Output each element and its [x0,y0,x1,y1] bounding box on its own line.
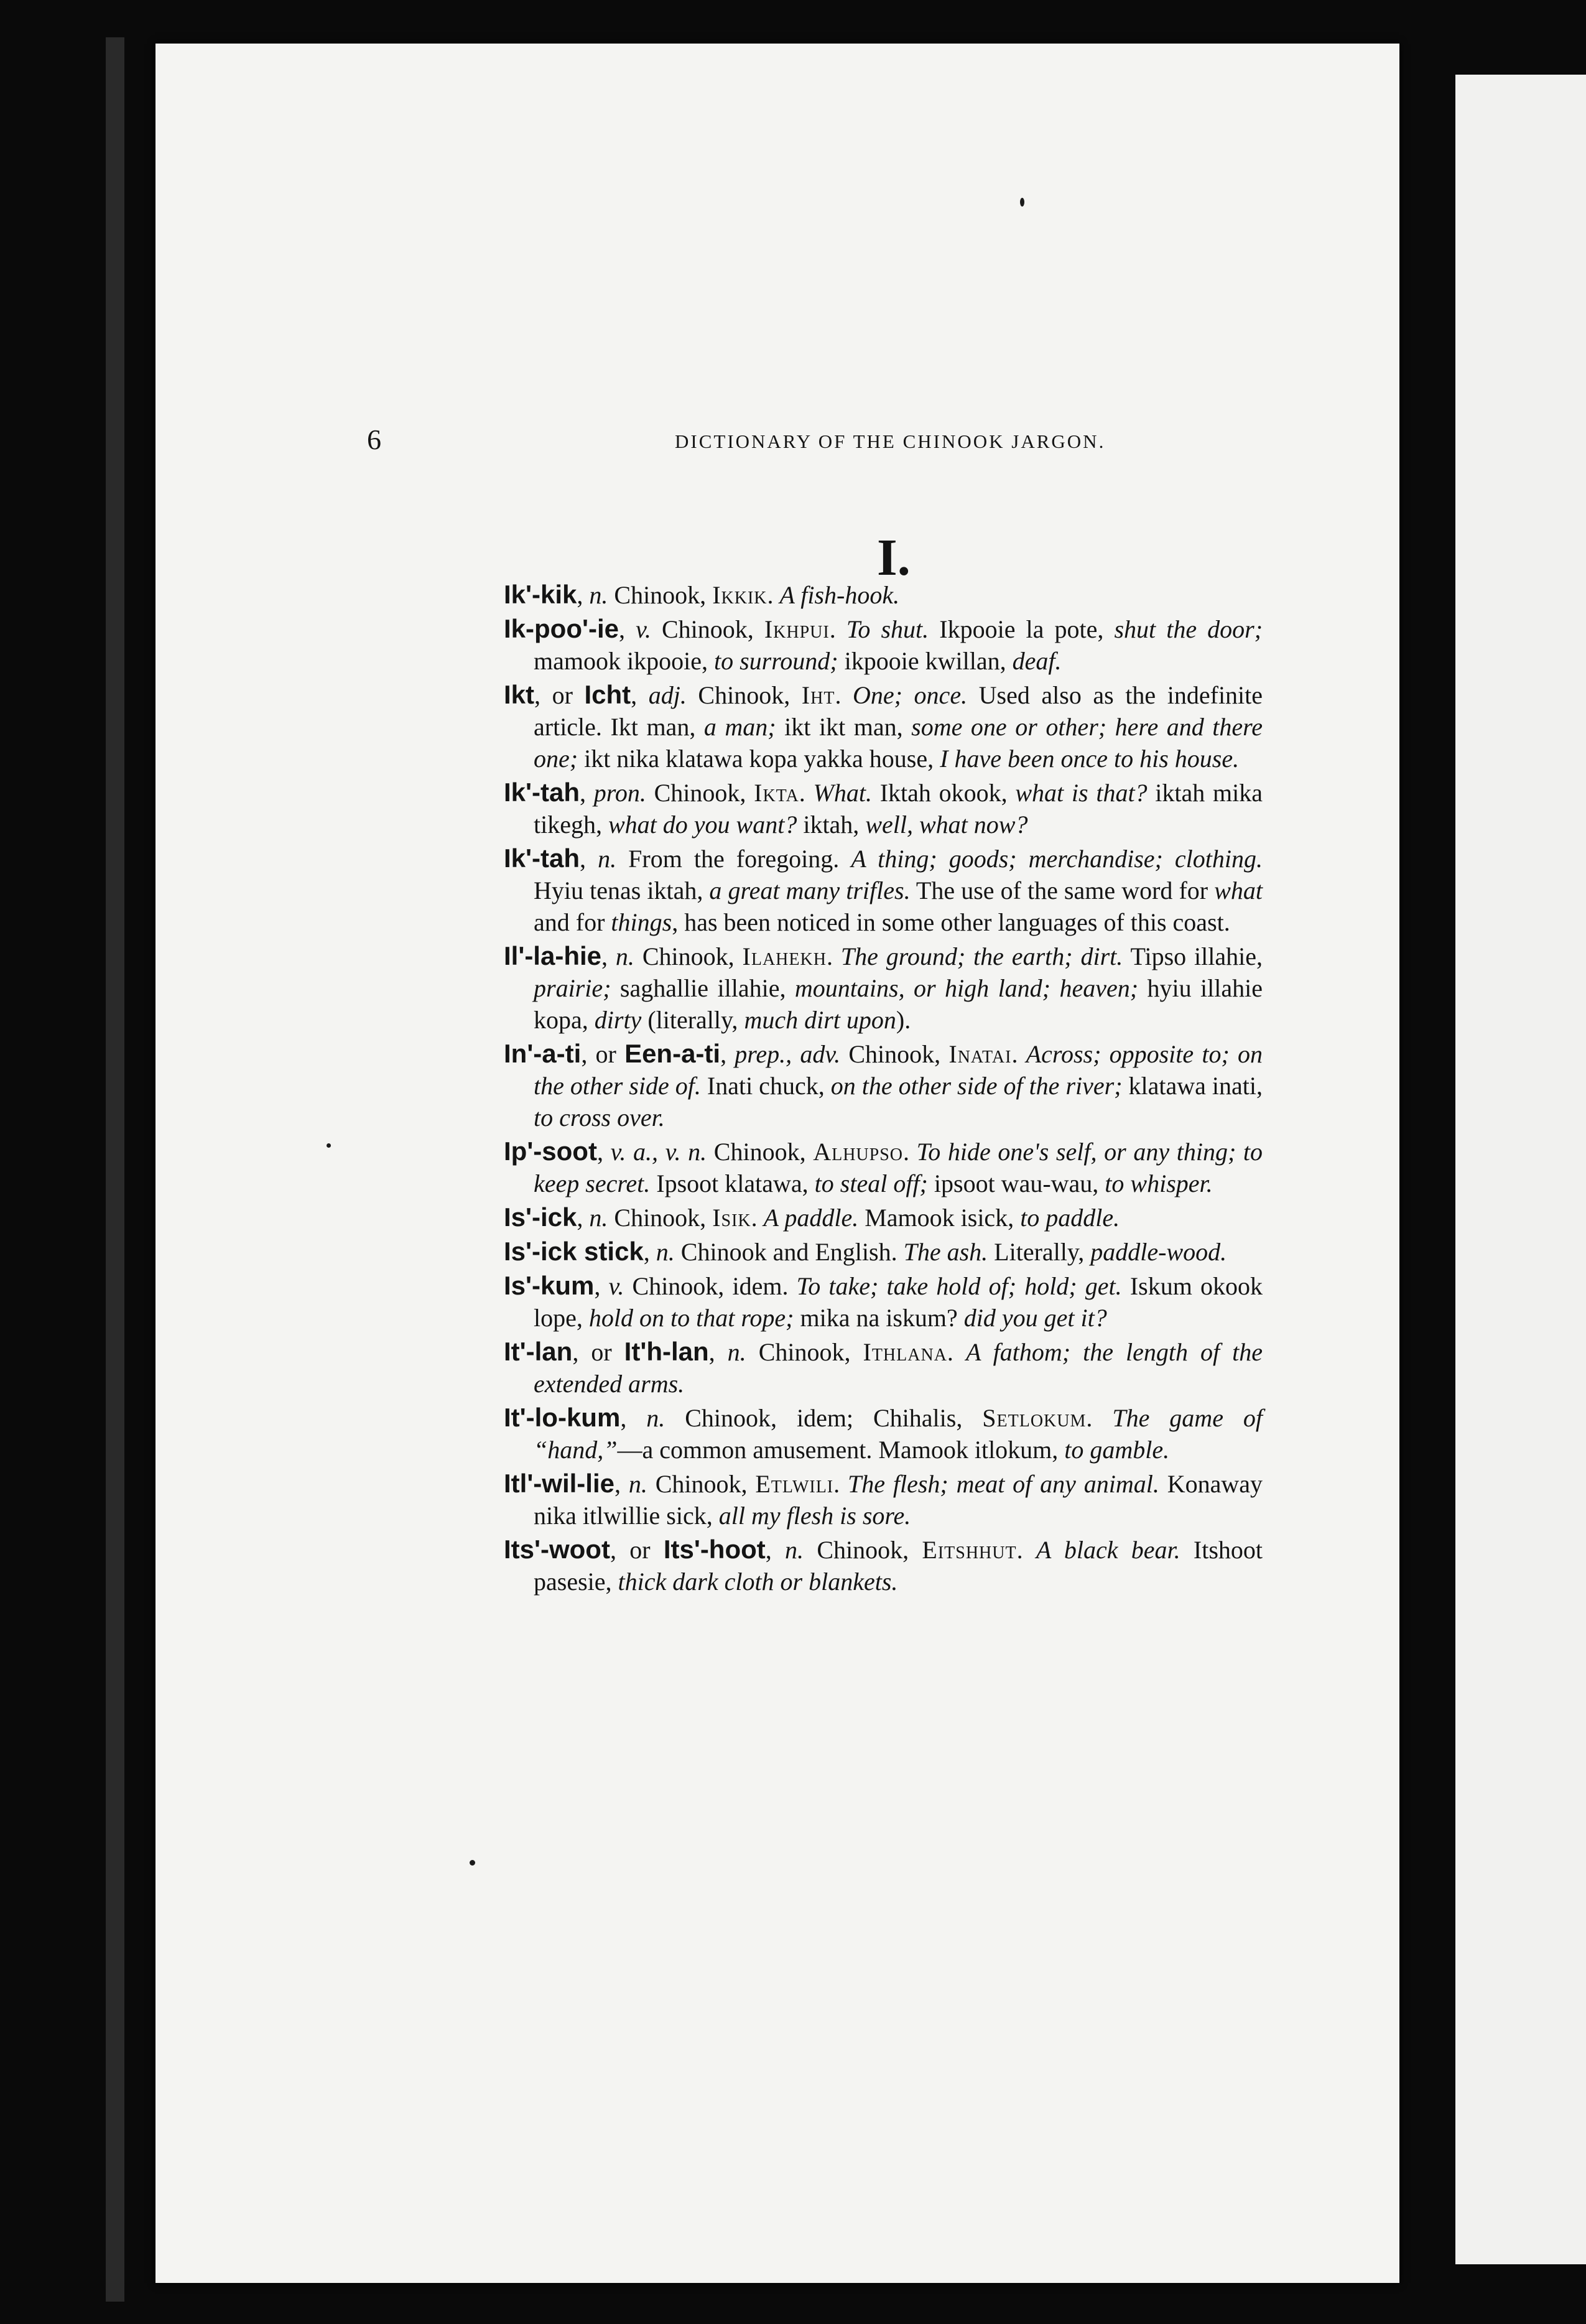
entry-text: , [577,581,590,609]
entry-text: . [947,1338,966,1366]
entry-italic-text: hold on to that rope; [588,1304,794,1332]
entry-text: —a common amusement. Mamook itlokum, [617,1436,1065,1464]
entry-text: Chinook, [646,779,754,807]
entry-text: , [765,1536,786,1564]
entry-text: , [720,1040,735,1068]
entry-text: , [594,1272,609,1300]
entry-italic-text: n. [628,1470,647,1498]
entry-source-word: Setlokum [982,1404,1087,1432]
entry-text: ikt nika klatawa kopa yakka house, [578,745,940,773]
entry-text: Chinook, [686,681,802,709]
entry-headword: Een-a-ti [624,1039,721,1068]
entry-text: Inati chuck, [700,1072,831,1100]
entry-italic-text: A paddle. [763,1204,859,1232]
entry-headword: Icht [584,680,631,709]
entry-italic-text: on the other side of the river; [830,1072,1123,1100]
entry-italic-text: prairie; [534,974,611,1002]
entry-text: Konaway nika itlwillie sick, [534,1470,1263,1530]
entry-italic-text: To shut. [846,615,929,643]
entry-italic-text: pron. [593,779,646,807]
entry-headword: Its'-hoot [663,1535,766,1564]
entry-text: . [751,1204,764,1232]
entry-text: (literally, [641,1006,744,1034]
entry-italic-text: The game of “hand,” [534,1404,1263,1464]
entry-headword: It'-lo-kum [504,1403,621,1432]
entry-italic-text: I have been once to his house. [940,745,1240,773]
entry-text: . [903,1138,917,1166]
entry-text: iktah, [797,811,866,839]
entry-italic-text: What. [813,779,872,807]
entry-text: Iskum okook lope, [534,1272,1263,1332]
entry-headword: It'-lan [504,1337,573,1366]
entry-text: . [829,615,846,643]
entry-source-word: Iht [801,681,835,709]
entry-text: mika na iskum? [794,1304,964,1332]
entry-italic-text: thick dark cloth or blankets. [618,1568,898,1596]
entry-text: Chinook, [608,581,713,609]
entry-italic-text: some one or other; here and there one; [534,713,1263,773]
entry-italic-text: To hide one's self, or any thing; to keep secret. [534,1138,1263,1197]
entry-source-word: Alhupso [813,1138,904,1166]
entry-headword: Its'-woot [504,1535,610,1564]
page-number: 6 [367,424,381,455]
entry-text: , [614,1470,629,1498]
entry-italic-text: paddle-wood. [1090,1238,1227,1266]
entry-source-word: Isik [712,1204,751,1232]
page-speck [1020,198,1024,207]
entry-italic-text: to whisper. [1105,1169,1213,1197]
dictionary-entry [504,1135,1263,1199]
entry-italic-text: The ash. [903,1238,988,1266]
entry-text: The use of the same word for [910,876,1215,904]
entry-italic-text: did you get it? [963,1304,1107,1332]
entry-text: Chinook, [608,1204,713,1232]
entry-italic-text: prep., adv. [735,1040,841,1068]
entry-italic-text: a great many trifles. [709,876,911,904]
entry-text: , or [572,1338,624,1366]
dictionary-entry [504,1467,1263,1532]
entry-text: Chinook, [634,942,743,970]
entry-italic-text: all my flesh is sore. [718,1502,911,1530]
entry-text: , [620,1404,647,1432]
dictionary-entry [504,1235,1263,1268]
entry-italic-text: v. a., v. n. [610,1138,707,1166]
entry-text: , [596,1138,611,1166]
entry-italic-text: to steal off; [814,1169,928,1197]
entry-italic-text: to gamble. [1064,1436,1170,1464]
entry-text: Chinook, [707,1138,814,1166]
entry-text: , or [534,681,585,709]
entry-text: , [601,942,616,970]
entry-text: Chinook and English. [674,1238,904,1266]
dictionary-entry [504,1270,1263,1334]
entry-source-word: Ikta [754,779,799,807]
dictionary-entry [504,1038,1263,1133]
entry-italic-text: a man; [703,713,776,741]
entry-text: and for [534,908,611,936]
entry-headword: Is'-ick stick [504,1237,644,1266]
dictionary-entry [504,842,1263,938]
entry-text: Hyiu tenas iktah, [534,876,710,904]
dictionary-entry [504,776,1263,840]
entry-text: ikt ikt man, [776,713,912,741]
entry-text: Mamook isick, [858,1204,1021,1232]
entry-italic-text: n. [727,1338,746,1366]
entry-text: ). [896,1006,911,1034]
dictionary-entry [504,613,1263,677]
dictionary-entry [504,1533,1263,1597]
entry-italic-text: n. [646,1404,665,1432]
entry-text: Ipsoot klatawa, [650,1169,815,1197]
entry-text: . [826,942,841,970]
entry-text: ipsoot wau-wau, [927,1169,1105,1197]
entry-source-word: Ilahekh [742,942,827,970]
entry-italic-text: A fish-hook. [779,581,900,609]
entry-source-word: Ikkik [712,581,767,609]
entry-headword: Is'-kum [504,1271,595,1300]
dictionary-entry [504,1401,1263,1466]
entry-text: . [1011,1040,1026,1068]
entry-italic-text: A black bear. [1036,1536,1180,1564]
entry-text: , [643,1238,656,1266]
entry-italic-text: things [611,908,672,936]
entry-text: , [580,845,598,873]
entry-text: , [580,779,594,807]
entry-text: Itshoot pasesie, [534,1536,1263,1596]
entry-italic-text: what is that? [1015,779,1148,807]
entry-italic-text: mountains, or high land; heaven; [794,974,1139,1002]
entry-text: Chinook, [651,615,764,643]
entry-headword: Ik'-tah [504,778,580,807]
entry-text: Literally, [988,1238,1091,1266]
entry-italic-text: well, what now? [865,811,1028,839]
entry-headword: Ik'-tah [504,844,580,873]
page-speck [327,1143,331,1148]
entry-italic-text: shut the door; [1114,615,1263,643]
entry-italic-text: to paddle. [1020,1204,1120,1232]
entry-text: ikpooie kwillan, [838,647,1013,675]
entry-text: hyiu illahie kopa, [534,974,1263,1034]
entry-text: . [767,581,780,609]
entry-headword: Ik'-kik [504,580,577,609]
entry-italic-text: One; once. [853,681,968,709]
entry-text: Iktah okook, [871,779,1016,807]
entry-text: Chinook, [840,1040,949,1068]
dictionary-entry [504,579,1263,611]
running-head: DICTIONARY OF THE CHINOOK JARGON. [675,430,1106,452]
entry-italic-text: To take; take hold of; hold; get. [796,1272,1122,1300]
section-letter: I. [877,529,911,587]
entry-text: , [577,1204,590,1232]
entry-text: Used also as the indefinite article. Ikt man, [534,681,1263,741]
entry-text: , [618,615,636,643]
entry-headword: Ikt [504,680,535,709]
entry-text: . [799,779,814,807]
entry-headword: It'h-lan [624,1337,709,1366]
entry-text: . [1086,1404,1113,1432]
entry-text: klatawa inati, [1122,1072,1263,1100]
entry-italic-text: n. [589,581,608,609]
entry-text: , has been noticed in some other languages of this coast. [672,908,1230,936]
entry-italic-text: n. [598,845,617,873]
entry-italic-text: A fathom; the length of the extended arms. [534,1338,1263,1398]
entry-italic-text: v. [636,615,651,643]
dictionary-entry [504,1336,1263,1400]
entry-text: , [708,1338,728,1366]
entry-italic-text: to surround; [713,647,838,675]
entry-headword: In'-a-ti [504,1039,582,1068]
entry-italic-text: what do you want? [608,811,797,839]
entry-text: Chinook, idem; Chihalis, [665,1404,983,1432]
entry-italic-text: dirty [594,1006,642,1034]
entry-italic-text: The ground; the earth; dirt. [840,942,1123,970]
entry-text: mamook ikpooie, [534,647,714,675]
entry-italic-text: adj. [648,681,687,709]
entry-text: Chinook, idem. [624,1272,797,1300]
entry-italic-text: much dirt upon [744,1006,896,1034]
entry-source-word: Inatai [948,1040,1012,1068]
dictionary-entry [504,679,1263,774]
entry-source-word: Ithlana [863,1338,947,1366]
entry-text: saghallie illahie, [611,974,795,1002]
entry-headword: Il'-la-hie [504,941,602,970]
adjacent-page-edge [1455,75,1586,2264]
entry-text: Ikpooie la pote, [929,615,1115,643]
entry-italic-text: The flesh; meat of any animal. [847,1470,1159,1498]
dictionary-entry [504,1201,1263,1234]
entry-text: Tipso illahie, [1123,942,1263,970]
entry-text: Chinook, [746,1338,863,1366]
dictionary-entry [504,940,1263,1036]
entry-text: Chinook, [804,1536,922,1564]
entry-source-word: Etlwili [755,1470,834,1498]
entry-italic-text: v. [608,1272,624,1300]
entry-text: . [1016,1536,1036,1564]
entry-text: , or [581,1040,625,1068]
entry-text: iktah mika tikegh, [534,779,1263,839]
entry-italic-text: n. [785,1536,804,1564]
entry-text: , [631,681,649,709]
entry-italic-text: Across; opposite to; on the other side of. [534,1040,1263,1100]
entry-italic-text: what [1214,876,1263,904]
entry-headword: Is'-ick [504,1202,577,1232]
entry-italic-text: to cross over. [534,1104,665,1132]
dictionary-entries [504,579,1263,1599]
entry-headword: Ik-poo'-ie [504,614,619,643]
entry-headword: Itl'-wil-lie [504,1469,614,1498]
entry-text: . [835,681,853,709]
entry-italic-text: n. [589,1204,608,1232]
page-speck [470,1860,475,1866]
entry-text: From the foregoing. [616,845,851,873]
entry-italic-text: A thing; goods; merchandise; clothing. [851,845,1263,873]
entry-italic-text: n. [656,1238,675,1266]
entry-text: , or [610,1536,664,1564]
entry-source-word: Eitshhut [922,1536,1017,1564]
entry-text: Chinook, [647,1470,756,1498]
entry-italic-text: deaf. [1012,647,1062,675]
entry-headword: Ip'-soot [504,1136,597,1166]
entry-italic-text: n. [615,942,634,970]
entry-text: . [833,1470,848,1498]
book-spine [106,37,124,2302]
entry-source-word: Ikhpui [764,615,830,643]
